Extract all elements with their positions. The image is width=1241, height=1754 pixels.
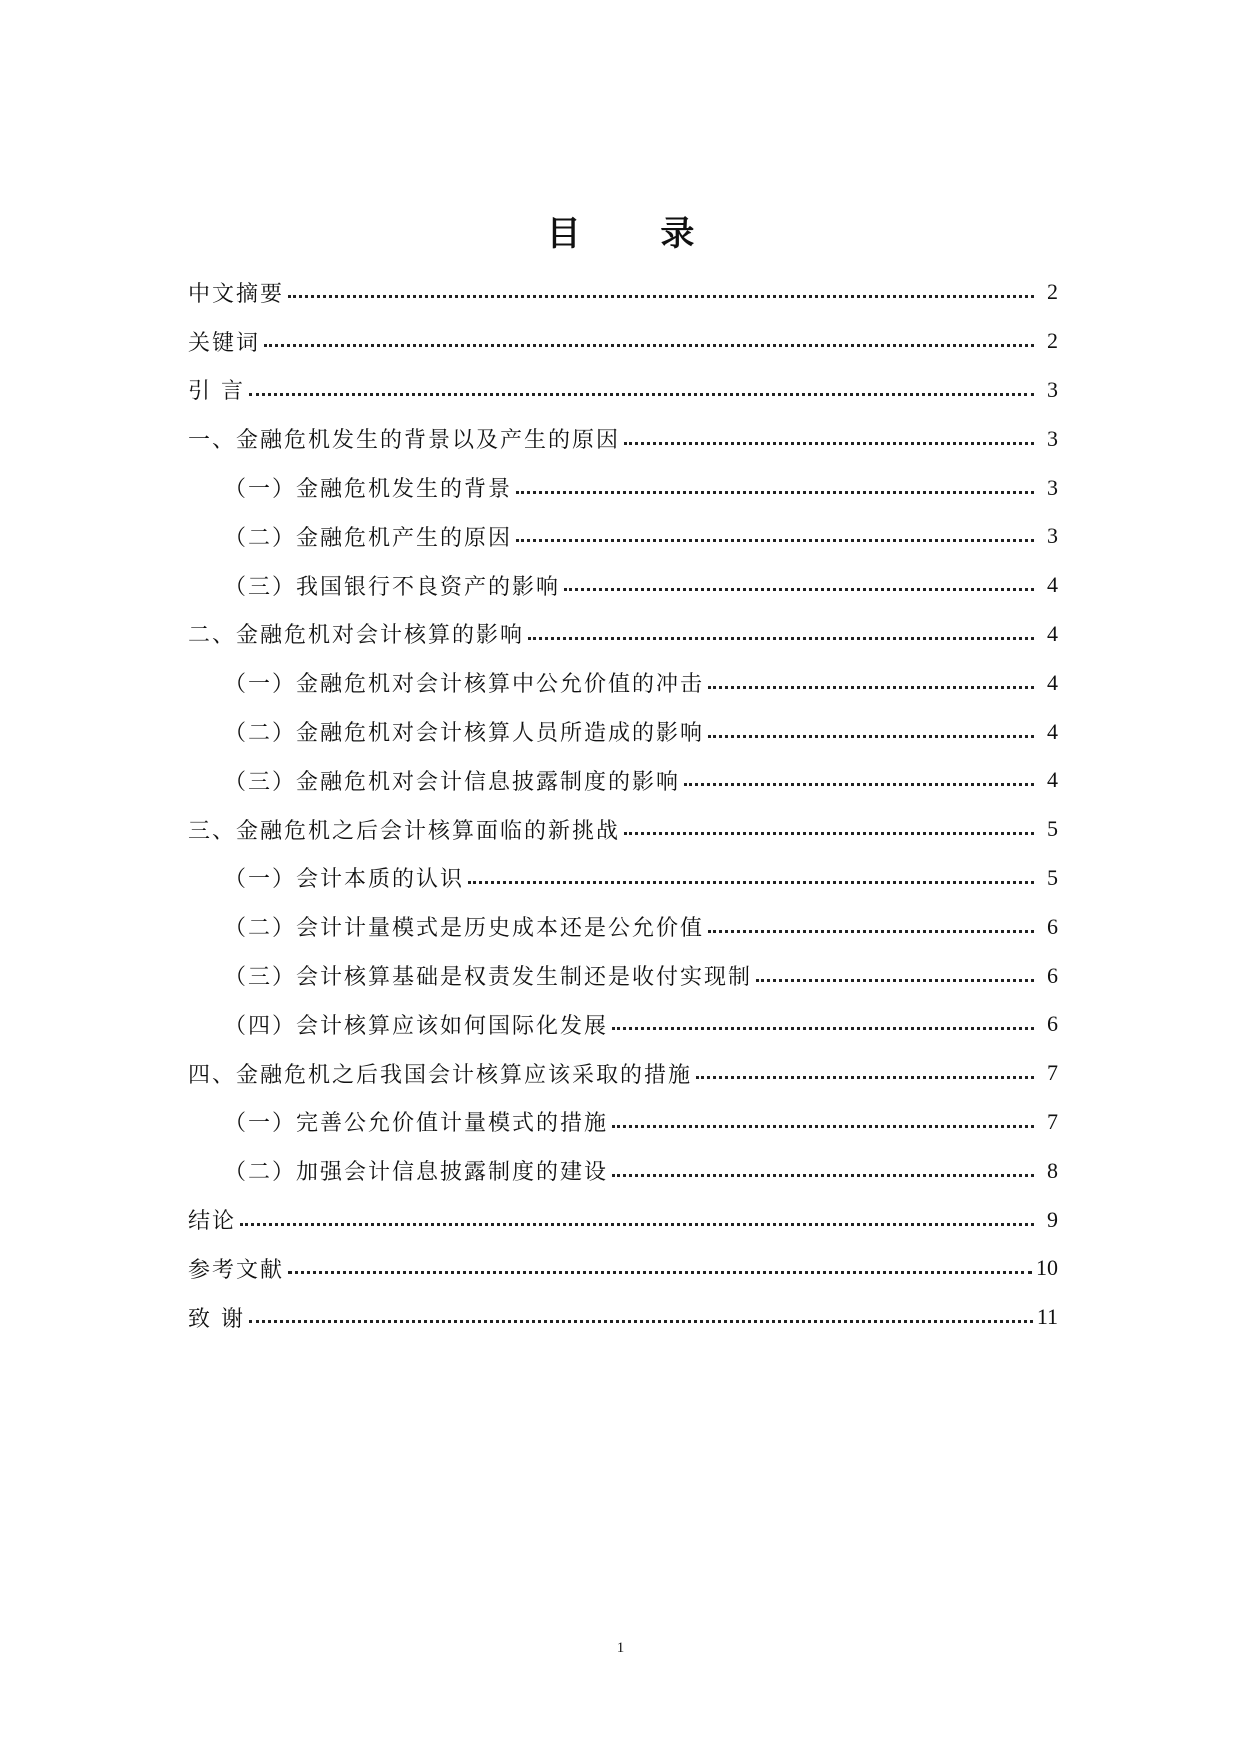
toc-entry-section-2-1[interactable] [188,658,1058,707]
toc-entry-page: 3 [1047,523,1058,549]
toc-entry-section-3-4[interactable] [188,1000,1058,1049]
toc-entry-label: （二）会计计量模式是历史成本还是公允价值 [224,916,705,942]
toc-entry-acknowledgements[interactable] [188,1293,1058,1342]
toc-entry-page: 5 [1047,816,1058,842]
toc-entry-label: 一、金融危机发生的背景以及产生的原因 [188,428,621,454]
toc-entry-page: 4 [1047,767,1058,793]
toc-entry-label: 二、金融危机对会计核算的影响 [188,623,525,649]
toc-entry-label: （三）我国银行不良资产的影响 [224,574,561,600]
toc-entry-section-2-2[interactable] [188,707,1058,756]
toc-entry-page: 6 [1047,913,1058,939]
toc-entry-page: 7 [1047,1108,1058,1134]
toc-entry-page: 4 [1047,572,1058,598]
toc-entry-label: 中文摘要 [188,281,285,307]
toc-entry-page: 6 [1047,962,1058,988]
page-title: 目 录 [546,214,729,254]
toc-dot-leader [612,1111,1034,1133]
toc-dot-leader [288,281,1034,303]
toc-dot-leader [624,818,1034,840]
toc-entry-label: （二）加强会计信息披露制度的建设 [224,1160,609,1186]
toc-entry-section-2-3[interactable] [188,756,1058,805]
toc-entry-references[interactable] [188,1244,1058,1293]
toc-entry-label: （二）金融危机对会计核算人员所造成的影响 [224,721,705,747]
toc-entry-page: 2 [1047,279,1058,305]
toc-entry-label: 致 谢 [188,1306,245,1332]
toc-dot-leader [288,1257,1032,1279]
toc-dot-leader [708,916,1034,938]
toc-entry-section-1-3[interactable] [188,561,1058,610]
toc-dot-leader [624,428,1034,450]
toc-entry-page: 11 [1036,1304,1058,1330]
toc-dot-leader [468,867,1034,889]
toc-dot-leader [708,721,1034,743]
toc-dot-leader [528,623,1034,645]
toc-entry-label: （一）完善公允价值计量模式的措施 [224,1111,609,1137]
toc-entry-section-3-3[interactable] [188,951,1058,1000]
toc-entry-page: 3 [1047,376,1058,402]
toc-entry-section-1-1[interactable] [188,463,1058,512]
toc-entry-section-4-2[interactable] [188,1146,1058,1195]
toc-entry-introduction[interactable] [188,366,1058,415]
toc-dot-leader [249,379,1034,401]
table-of-contents [188,268,1058,1342]
toc-entry-label: 关键词 [188,330,261,356]
toc-entry-page: 10 [1036,1255,1058,1281]
toc-entry-label: （三）会计核算基础是权责发生制还是收付实现制 [224,965,753,991]
toc-entry-label: 引 言 [188,379,245,405]
toc-entry-conclusion[interactable] [188,1195,1058,1244]
toc-dot-leader [264,330,1034,352]
toc-entry-keywords[interactable] [188,317,1058,366]
toc-entry-page: 7 [1047,1060,1058,1086]
toc-entry-section-1-2[interactable] [188,512,1058,561]
toc-entry-page: 6 [1047,1011,1058,1037]
toc-entry-section-3-1[interactable] [188,854,1058,903]
toc-entry-label: （一）金融危机发生的背景 [224,477,513,503]
toc-entry-label: 四、金融危机之后我国会计核算应该采取的措施 [188,1062,693,1088]
toc-entry-page: 5 [1047,864,1058,890]
toc-entry-label: （四）会计核算应该如何国际化发展 [224,1013,609,1039]
toc-entry-section-3[interactable] [188,805,1058,854]
toc-dot-leader [756,965,1034,987]
toc-dot-leader [564,574,1034,596]
toc-entry-section-3-2[interactable] [188,902,1058,951]
toc-dot-leader [708,672,1034,694]
toc-entry-section-1[interactable] [188,414,1058,463]
toc-entry-page: 4 [1047,669,1058,695]
toc-dot-leader [696,1062,1034,1084]
toc-dot-leader [516,477,1034,499]
toc-entry-page: 4 [1047,718,1058,744]
toc-entry-label: （一）会计本质的认识 [224,867,465,893]
toc-entry-page: 9 [1047,1206,1058,1232]
toc-dot-leader [240,1209,1034,1231]
toc-entry-page: 3 [1047,425,1058,451]
toc-entry-section-4-1[interactable] [188,1098,1058,1147]
toc-dot-leader [516,525,1034,547]
toc-entry-section-2[interactable] [188,610,1058,659]
page-number: 1 [616,1640,625,1656]
toc-dot-leader [612,1013,1034,1035]
toc-dot-leader [684,769,1034,791]
toc-entry-label: （三）金融危机对会计信息披露制度的影响 [224,769,681,795]
toc-entry-section-4[interactable] [188,1049,1058,1098]
toc-entry-page: 8 [1047,1157,1058,1183]
toc-entry-page: 3 [1047,474,1058,500]
toc-entry-label: 三、金融危机之后会计核算面临的新挑战 [188,818,621,844]
toc-entry-label: （一）金融危机对会计核算中公允价值的冲击 [224,672,705,698]
toc-entry-label: 结论 [188,1209,237,1235]
toc-dot-leader [249,1306,1033,1328]
toc-entry-label: （二）金融危机产生的原因 [224,525,513,551]
toc-entry-label: 参考文献 [188,1257,285,1283]
toc-dot-leader [612,1160,1034,1182]
toc-entry-abstract[interactable] [188,268,1058,317]
toc-entry-page: 2 [1047,328,1058,354]
toc-entry-page: 4 [1047,620,1058,646]
